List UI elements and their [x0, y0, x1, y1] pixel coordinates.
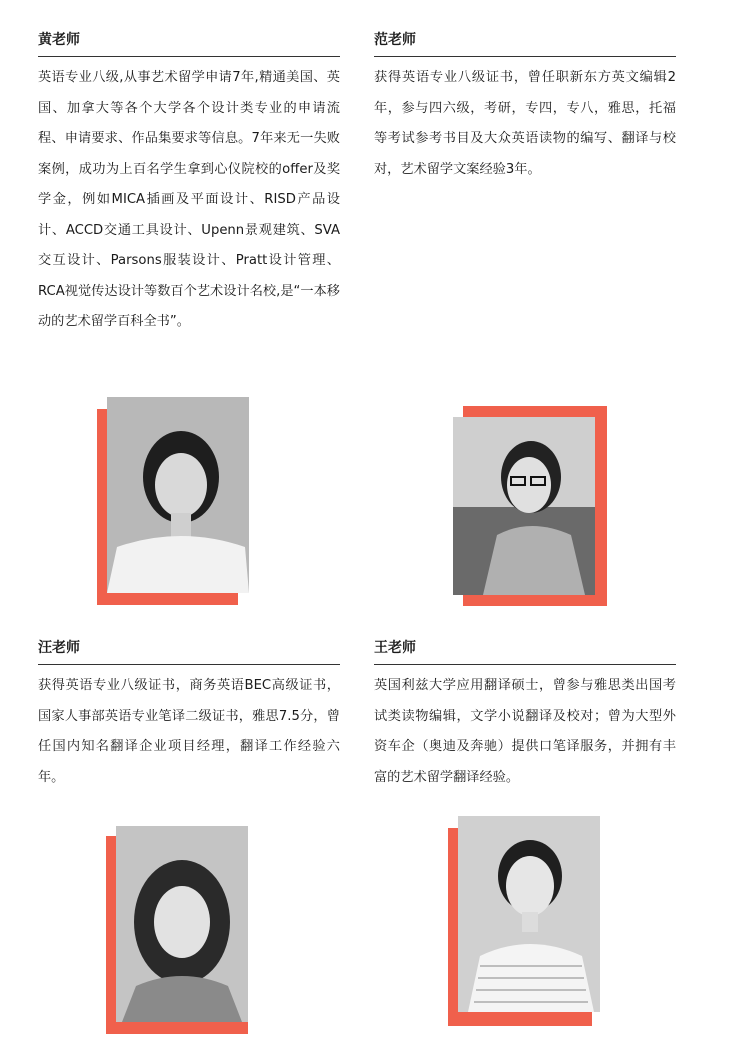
portrait-image: [116, 826, 248, 1022]
teacher-photo-huang: [97, 397, 249, 607]
teacher-block-wang-1: [38, 638, 340, 793]
teacher-name: 黄老师: [38, 30, 340, 57]
teacher-block-wang-2: [374, 638, 676, 793]
teacher-block-huang: [38, 30, 340, 338]
teacher-block-fan: [374, 30, 676, 185]
teacher-bio: 获得英语专业八级证书，商务英语BEC高级证书，国家人事部英语专业笔译二级证书，雅思7.5分，曾任国内知名翻译企业项目经理，翻译工作经验六年。: [38, 678, 340, 785]
teacher-bio: 英国利兹大学应用翻译硕士，曾参与雅思类出国考试类读物编辑，文学小说翻译及校对；曾为大型外资车企（奥迪及奔驰）提供口笔译服务，并拥有丰富的艺术留学翻译经验。: [374, 678, 676, 785]
teacher-bio: 获得英语专业八级证书，曾任职新东方英文编辑2年，参与四六级，考研，专四，专八，雅思，托福等考试参考书目及大众英语读物的编写、翻译与校对，艺术留学文案经验3年。: [374, 70, 676, 177]
teacher-name: 汪老师: [38, 638, 340, 665]
teacher-name: 范老师: [374, 30, 676, 57]
portrait-image: [453, 417, 595, 595]
teacher-photo-wang-1: [106, 826, 248, 1034]
portrait-image: [107, 397, 249, 593]
portrait-image: [458, 816, 600, 1012]
teacher-name: 王老师: [374, 638, 676, 665]
teacher-bio: 英语专业八级,从事艺术留学申请7年,精通美国、英国、加拿大等各个大学各个设计类专业的申请流程、申请要求、作品集要求等信息。7年来无一失败案例，成功为上百名学生拿到心仪院校的offer及奖学金，例如MICA插画及平面设计、RISD产品设计、ACCD交通工具设计、Upenn景观建筑、SVA交互设计、Parsons服装设计、Pratt设计管理、RCA视觉传达设计等数百个艺术设计名校,是“一本移动的艺术留学百科全书”。: [38, 70, 340, 329]
teacher-photo-wang-2: [448, 816, 600, 1026]
teacher-photo-fan: [453, 406, 607, 606]
